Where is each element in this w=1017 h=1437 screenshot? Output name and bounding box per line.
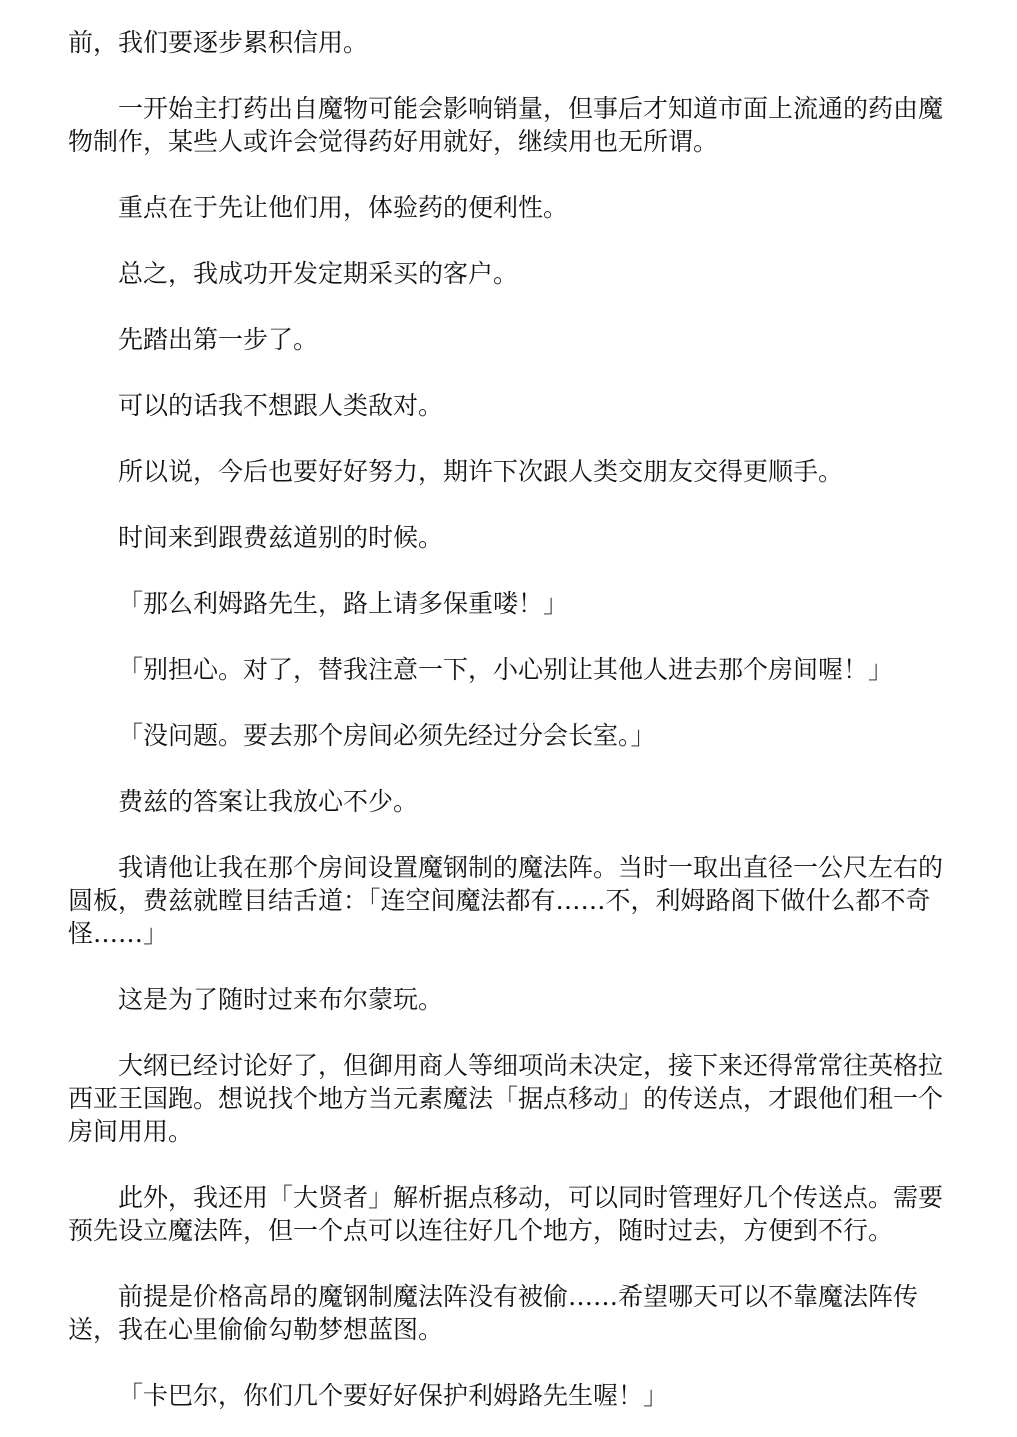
paragraph-3: 重点在于先让他们用，体验药的便利性。: [118, 193, 569, 222]
paragraph-12: 大纲已经讨论好了，但御用商人等细项尚未决定，接下来还得常常往英格拉西亚王国跑。想说找个地方当元素魔法「据点移动」的传送点，才跟他们租一个房间用用。: [68, 1051, 944, 1146]
paragraph-7: 所以说，今后也要好好努力，期许下次跟人类交朋友交得更顺手。: [118, 457, 844, 486]
paragraph-2: 一开始主打药出自魔物可能会影响销量，但事后才知道市面上流通的药由魔物制作，某些人或许会觉得药好用就好，继续用也无所谓。: [68, 94, 944, 156]
paragraph-14: 前提是价格高昂的魔钢制魔法阵没有被偷……希望哪天可以不靠魔法阵传送，我在心里偷偷勾勒梦想蓝图。: [68, 1282, 919, 1344]
dialogue-line-3: 「没问题。要去那个房间必须先经过分会长室。」: [118, 721, 656, 750]
paragraph-5: 先踏出第一步了。: [118, 325, 319, 354]
paragraph-8: 时间来到跟费兹道别的时候。: [118, 523, 444, 552]
paragraph-9: 费兹的答案让我放心不少。: [118, 787, 419, 816]
paragraph-4: 总之，我成功开发定期采买的客户。: [118, 259, 519, 288]
paragraph-11: 这是为了随时过来布尔蒙玩。: [118, 985, 444, 1014]
paragraph-6: 可以的话我不想跟人类敌对。: [118, 391, 444, 420]
paragraph-1: 前，我们要逐步累积信用。: [68, 28, 369, 57]
dialogue-line-2: 「别担心。对了，替我注意一下，小心别让其他人进去那个房间喔！」: [118, 655, 894, 684]
paragraph-13: 此外，我还用「大贤者」解析据点移动，可以同时管理好几个传送点。需要预先设立魔法阵，但一个点可以连往好几个地方，随时过去，方便到不行。: [68, 1183, 944, 1245]
paragraph-10: 我请他让我在那个房间设置魔钢制的魔法阵。当时一取出直径一公尺左右的圆板，费兹就瞠目结舌道：「连空间魔法都有……不，利姆路阁下做什么都不奇怪……」: [68, 853, 944, 948]
dialogue-line-1: 「那么利姆路先生，路上请多保重喽！」: [118, 589, 569, 618]
dialogue-line-4: 「卡巴尔，你们几个要好好保护利姆路先生喔！」: [118, 1381, 669, 1410]
